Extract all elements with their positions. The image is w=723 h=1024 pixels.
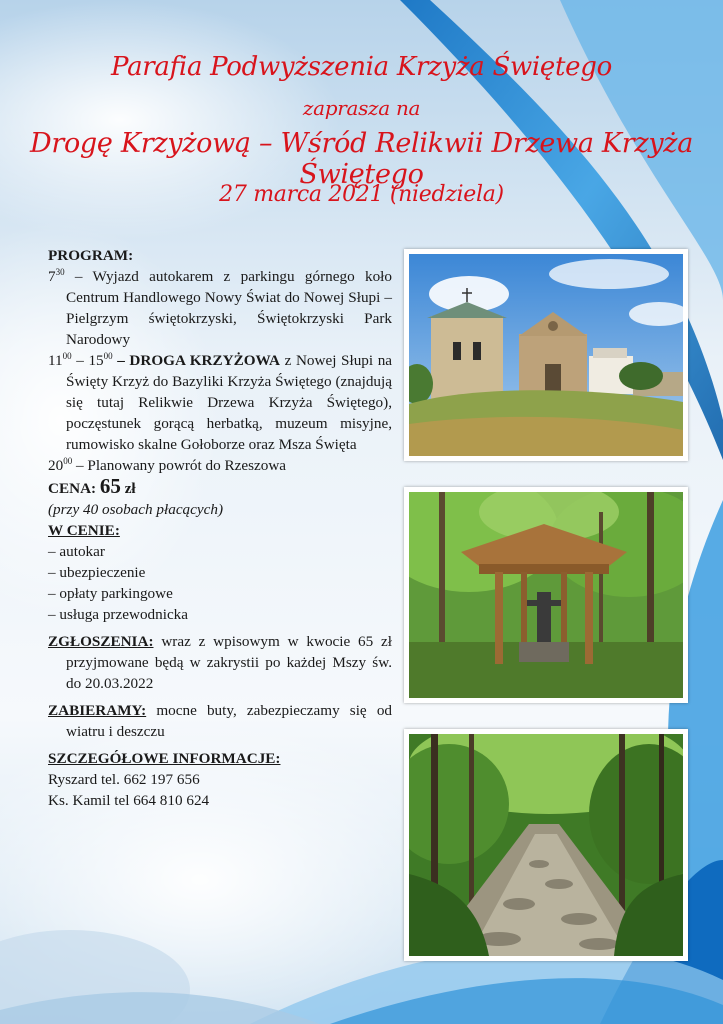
event-date: 27 marca 2021 (niedziela) xyxy=(219,182,504,207)
signup-info: ZGŁOSZENIA: wraz z wpisowym w kwocie 65 zł przyjmowane będą w zakrystii po każdej Mszy św. do 20.03.2022 xyxy=(48,633,393,692)
program-item-3: $20^{00}$ – Planowany powrót do Rzeszowa xyxy=(48,455,287,474)
price-value: 65 xyxy=(99,474,121,498)
photo-stone-path xyxy=(404,729,688,961)
price-note: (przy 40 osobach płacących) xyxy=(48,501,224,518)
contact-kamil: Ks. Kamil tel 664 810 624 xyxy=(48,792,210,809)
photo-basilica xyxy=(404,249,688,461)
included-heading: W CENIE: xyxy=(48,522,120,539)
event-title: Drogę Krzyżową – Wśród Relikwii Drzewa Krzyża Świętego xyxy=(29,128,694,190)
price-line: CENA: 65 zł xyxy=(48,474,136,498)
included-item: – autokar xyxy=(48,543,105,560)
included-item: – opłaty parkingowe xyxy=(48,585,173,602)
program-heading: PROGRAM: xyxy=(48,247,134,264)
program-item-1: $7^{30}$ – Wyjazd autokarem z parkingu górnego koło Centrum Handlowego Nowy Świat do Nowej Słupi – Pielgrzym świętokrzyski, Świętokrzyski Park Narodowy xyxy=(48,266,392,348)
included-item: – usługa przewodnicka xyxy=(48,606,189,623)
bring-info: ZABIERAMY: mocne buty, zabezpieczamy się od wiatru i deszczu xyxy=(48,702,393,740)
program-text-column xyxy=(48,245,392,811)
included-item: – ubezpieczenie xyxy=(48,564,146,581)
photo-wooden-shrine xyxy=(404,487,688,703)
contact-ryszard: Ryszard tel. 662 197 656 xyxy=(48,771,200,788)
program-item-2: $11^{00} - 15^{00}$ – DROGA KRZYŻOWA z Nowej Słupi na Święty Krzyż do Bazyliki Krzyża Świętego (znajdują się tutaj Relikwie Drzewa Krzyża Świętego), poczęstunek gorącą herbatką, muzeum misyjne, rumowisko skalne Gołoborze oraz Msza Święta xyxy=(48,350,393,453)
invite-line: zaprasza na xyxy=(302,96,421,120)
parish-name: Parafia Podwyższenia Krzyża Świętego xyxy=(111,52,612,82)
details-heading: SZCZEGÓŁOWE INFORMACJE: xyxy=(48,750,281,767)
